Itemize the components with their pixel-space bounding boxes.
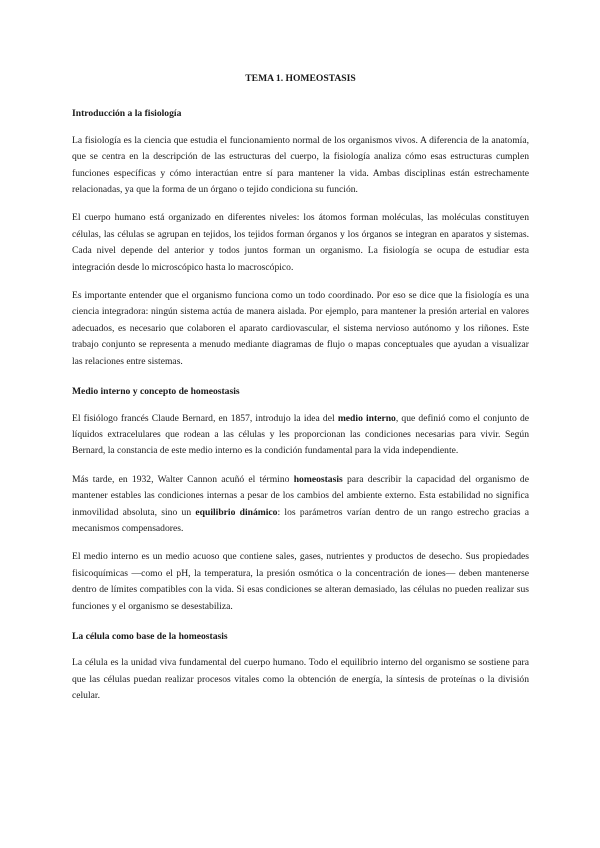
section-celula bbox=[72, 629, 529, 705]
bold-term: equilibrio dinámico bbox=[195, 506, 278, 518]
paragraph: Es importante entender que el organismo funciona como un todo coordinado. Por eso se dice que la fisiología es una ciencia integradora: ningún sistema actúa de manera aislada. Por ejemplo, para mantener la presión arterial en valores adecuados, es necesario que colaboren el aparato cardiovascular, el sistema nervioso autónomo y los riñones. Este trabajo conjunto se representa a menudo mediante diagramas de flujo o mapas conceptuales que ayudan a visualizar las relaciones entre sistemas. bbox=[72, 290, 529, 367]
section-medio-interno bbox=[72, 384, 529, 615]
text-run: para describir la capacidad del organismo de mantener estables las condiciones internas a pesar de los cambios del ambiente externo. Esta estabilidad no significa inmovilidad absoluta, sino un bbox=[72, 473, 529, 518]
bold-term: homeostasis bbox=[293, 473, 343, 485]
section-heading: La célula como base de la homeostasis bbox=[72, 630, 228, 642]
paragraph bbox=[72, 472, 529, 538]
text-run: Más tarde, en 1932, Walter Cannon acuñó el término bbox=[72, 473, 294, 485]
text-run: : los parámetros varían dentro de un rango estrecho gracias a mecanismos compensadores. bbox=[72, 506, 529, 534]
paragraph: La célula es la unidad viva fundamental del cuerpo humano. Todo el equilibrio interno del organismo se sostiene para que las células puedan realizar procesos vitales como la obtención de energía, la síntesis de proteínas o la división celular. bbox=[72, 657, 529, 702]
section-intro bbox=[72, 106, 529, 370]
paragraph: El cuerpo humano está organizado en diferentes niveles: los átomos forman moléculas, las moléculas constituyen células, las células se agrupan en tejidos, los tejidos forman órganos y los órganos se integran en aparatos y sistemas. Cada nivel depende del anterior y todos juntos forman un organismo. La fisiología se ocupa de estudiar esta integración desde lo microscópico hasta lo macroscópico. bbox=[72, 212, 529, 273]
bold-term: medio interno bbox=[337, 412, 396, 424]
paragraph bbox=[72, 411, 529, 460]
page-title: TEMA 1. HOMEOSTASIS bbox=[245, 73, 356, 84]
paragraph: La fisiología es la ciencia que estudia el funcionamiento normal de los organismos vivos. A diferencia de la anatomía, que se centra en la descripción de las estructuras del cuerpo, la fisiología analiza cómo esas estructuras cumplen funciones específicas y cómo interactúan entre sí para mantener la vida. Ambas disciplinas están estrechamente relacionadas, ya que la forma de un órgano o tejido condiciona su función. bbox=[72, 134, 529, 196]
text-run: El fisiólogo francés Claude Bernard, en 1857, introdujo la idea del bbox=[72, 412, 338, 424]
paragraph: El medio interno es un medio acuoso que contiene sales, gases, nutrientes y productos de desecho. Sus propiedades fisicoquímicas —como el pH, la temperatura, la presión osmótica o la concentración de iones— deben mantenerse dentro de límites compatibles con la vida. Si esas condiciones se alteran demasiado, las células no pueden realizar sus funciones y el organismo se desestabiliza. bbox=[72, 551, 529, 612]
section-heading: Medio interno y concepto de homeostasis bbox=[72, 386, 240, 398]
text-run: , que definió como el conjunto de líquidos extracelulares que rodean a las células y les proporcionan las condiciones necesarias para vivir. Según Bernard, la constancia de este medio interno es la condición fundamental para la vida independiente. bbox=[72, 412, 529, 457]
section-heading: Introducción a la fisiología bbox=[72, 108, 182, 120]
